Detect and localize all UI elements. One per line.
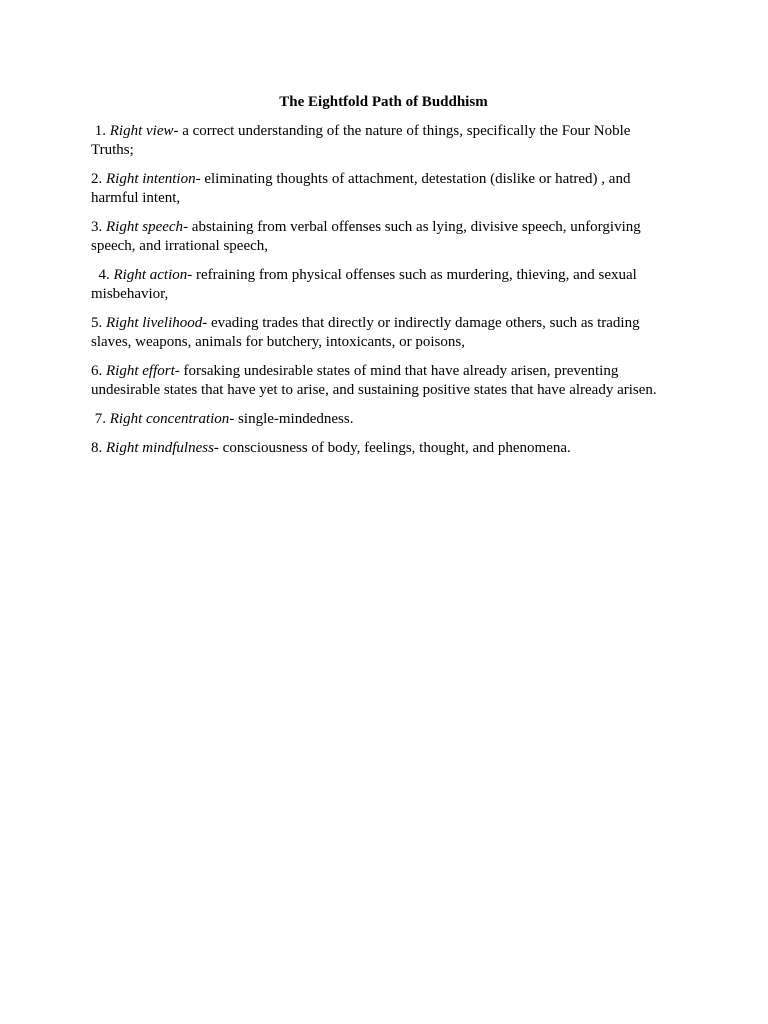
item-number: 2. [91, 171, 106, 187]
item-number: 4. [91, 267, 114, 283]
item-term: Right effort [106, 363, 175, 379]
item-description: - a correct understanding of the nature of things, specifically the Four Noble Truths; [91, 123, 631, 158]
item-number: 7. [91, 411, 110, 427]
item-description: - evading trades that directly or indirectly damage others, such as trading slaves, weapons, animals for butchery, intoxicants, or poisons, [91, 315, 640, 350]
item-description: - forsaking undesirable states of mind that have already arisen, preventing undesirable states that have yet to arise, and sustaining positive states that have already arisen. [91, 363, 657, 398]
item-term: Right concentration [109, 411, 230, 427]
list-item-right-view [91, 122, 671, 160]
list-item-right-intention [91, 170, 671, 208]
item-description: - abstaining from verbal offenses such as lying, divisive speech, unforgiving speech, and irrational speech, [91, 219, 641, 254]
item-term: Right livelihood [106, 315, 203, 331]
list-item-right-effort [91, 362, 671, 400]
item-term: Right view [109, 123, 174, 139]
item-term: Right speech [106, 219, 184, 235]
list-item-right-mindfulness [91, 439, 671, 458]
item-number: 8. [91, 440, 106, 456]
item-number: 3. [91, 219, 106, 235]
item-term: Right action [113, 267, 188, 283]
document-content [91, 92, 671, 468]
item-description: - consciousness of body, feelings, thought, and phenomena. [213, 440, 571, 456]
item-number: 6. [91, 363, 106, 379]
item-term: Right intention [106, 171, 196, 187]
item-description: - refraining from physical offenses such as murdering, thieving, and sexual misbehavior, [91, 267, 637, 302]
item-description: - eliminating thoughts of attachment, detestation (dislike or hatred) , and harmful intent, [91, 171, 631, 206]
list-item-right-livelihood [91, 314, 671, 352]
list-item-right-concentration [91, 410, 671, 429]
item-term: Right mindfulness [106, 440, 214, 456]
list-item-right-action [91, 266, 671, 304]
document-title: The Eightfold Path of Buddhism [279, 94, 488, 110]
list-item-right-speech [91, 218, 671, 256]
item-description: - single-mindedness. [229, 411, 354, 427]
item-number: 5. [91, 315, 106, 331]
item-number: 1. [91, 123, 110, 139]
